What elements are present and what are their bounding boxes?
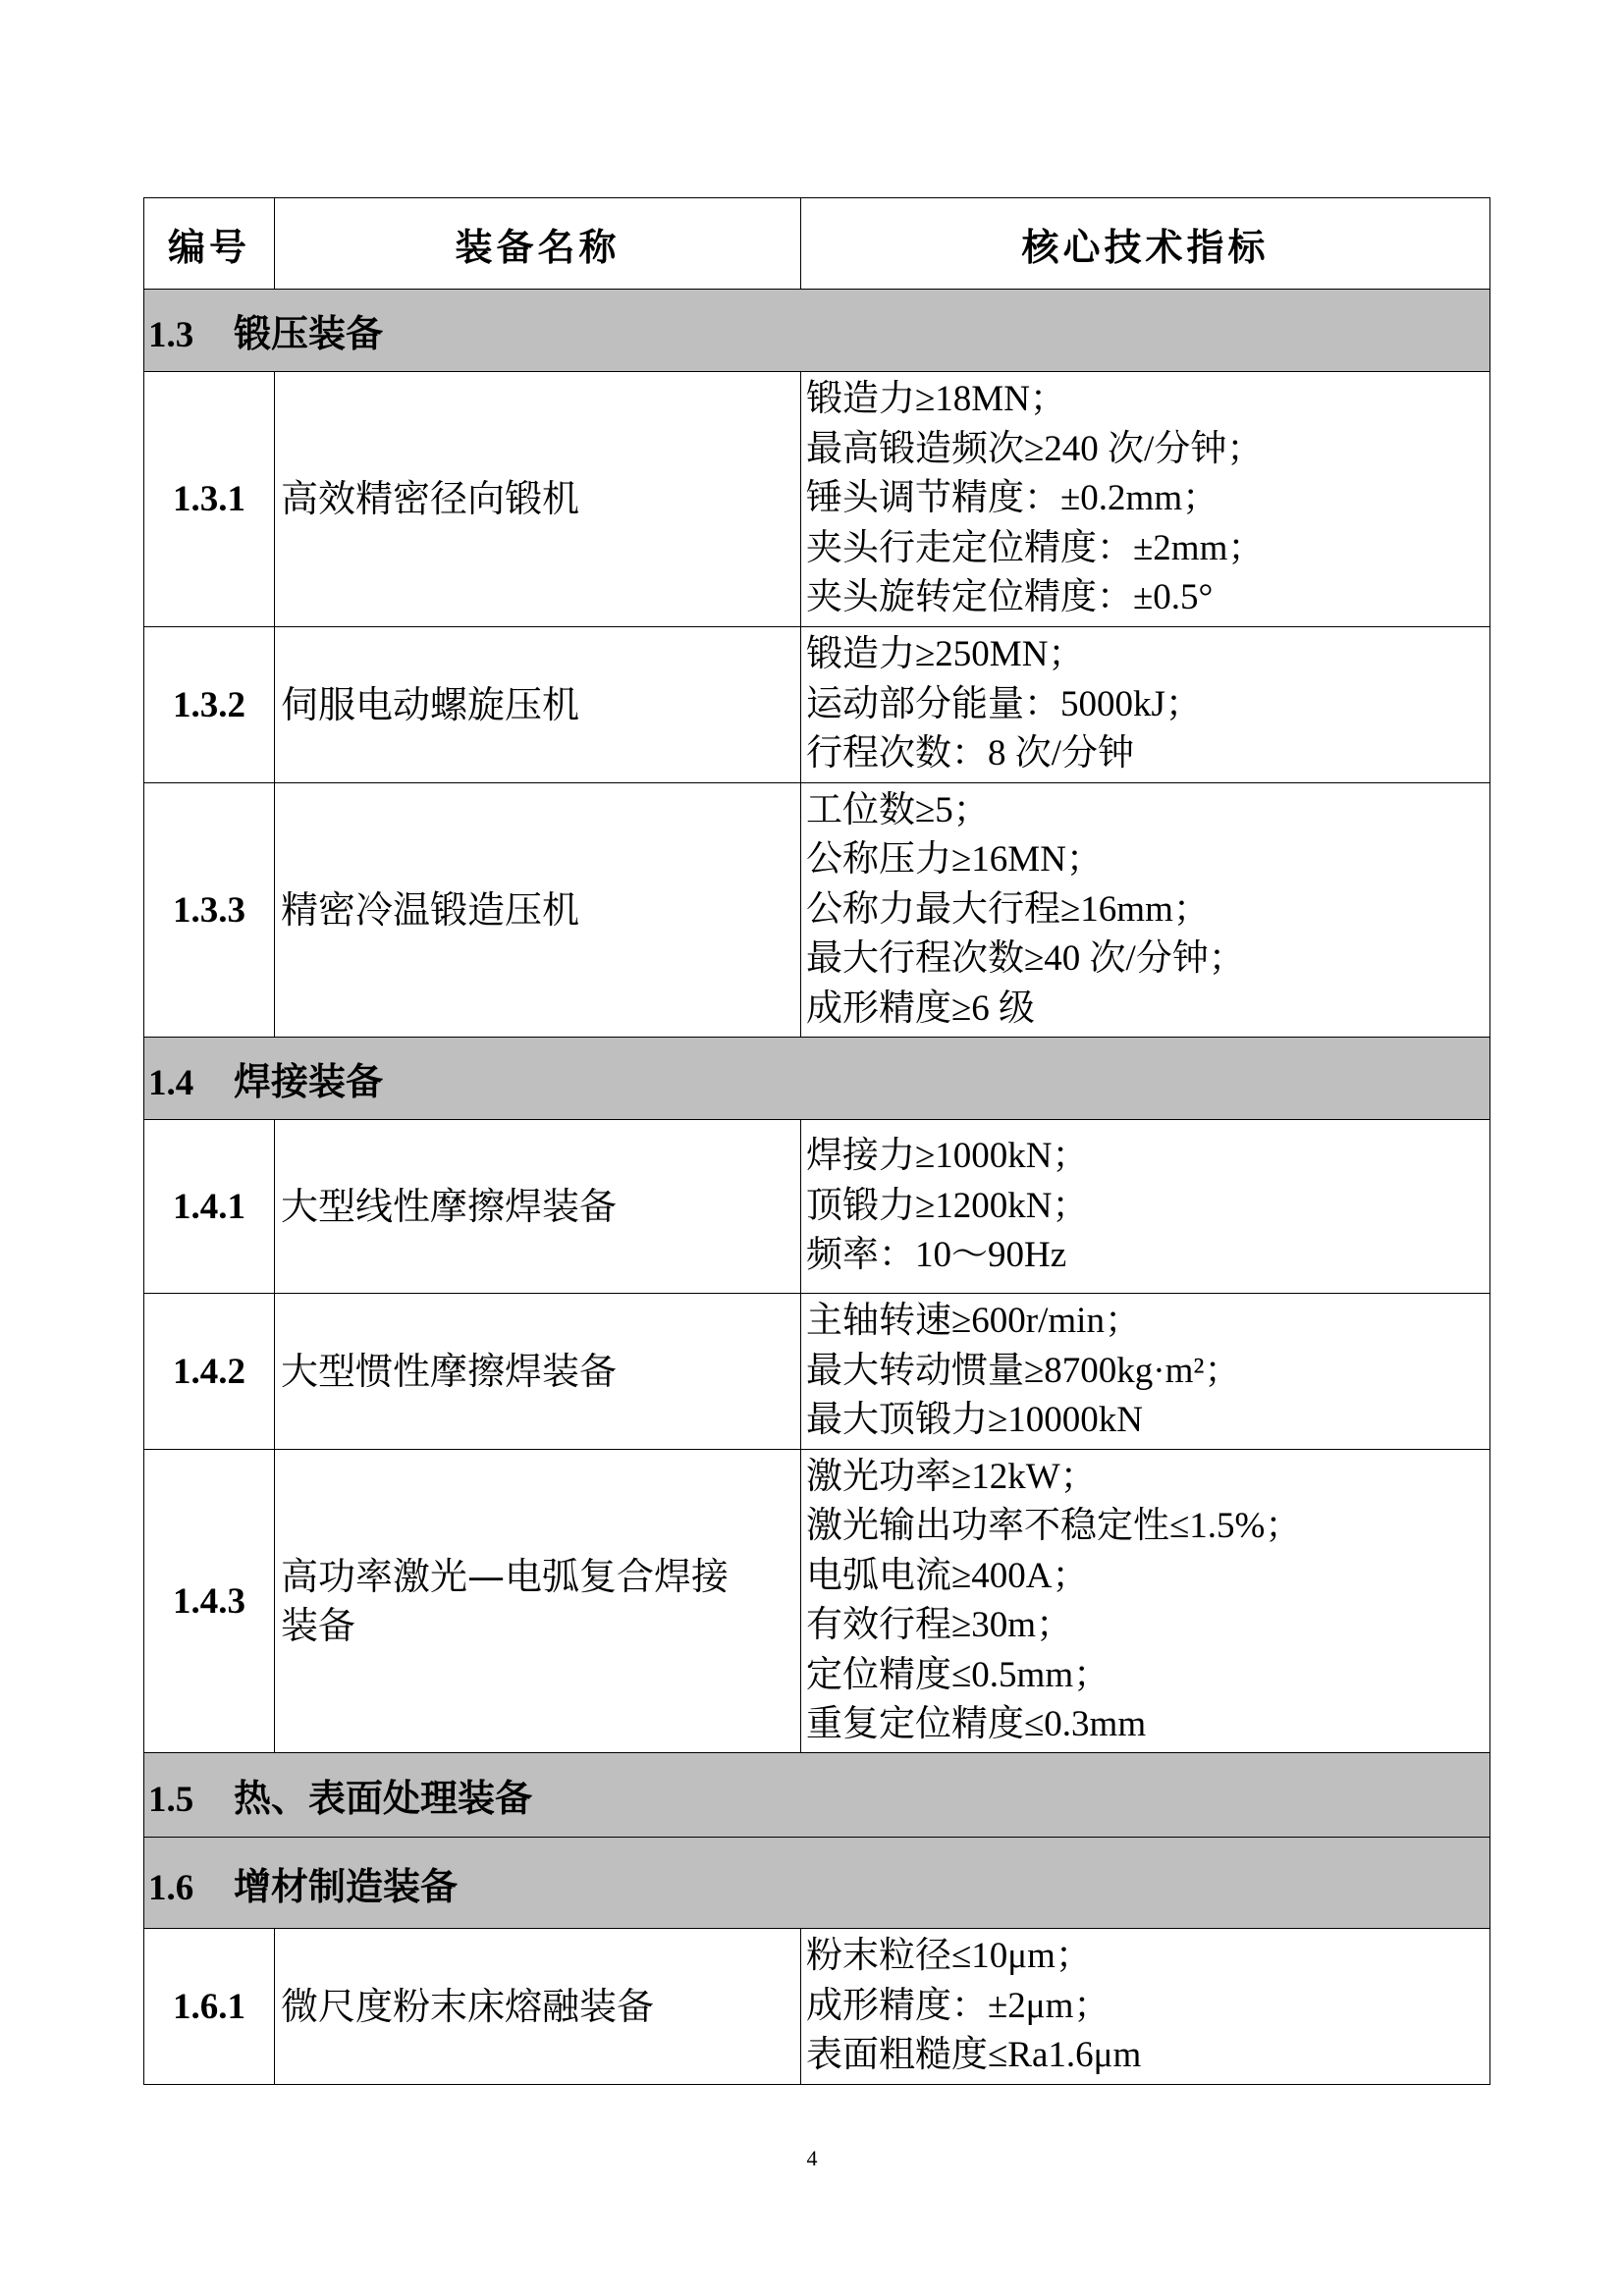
- spec-line: 焊接力≥1000kN；: [806, 1136, 1089, 1177]
- spec-line: 最大行程次数≥40 次/分钟；: [806, 938, 1245, 980]
- spec-line: 表面粗糙度≤Ra1.6μm: [806, 2035, 1142, 2076]
- spec-list: [801, 627, 1490, 783]
- spec-line: 激光功率≥12kW；: [806, 1456, 1097, 1497]
- spec-line: 公称力最大行程≥16mm；: [806, 888, 1210, 930]
- equipment-row-1-3-1: [144, 372, 1490, 627]
- section-cell: [144, 1038, 1490, 1120]
- spec-line: 电弧电流≥400A；: [806, 1555, 1089, 1596]
- section-title: 热、表面处理装备: [234, 1777, 533, 1820]
- equipment-row-1-4-1: [144, 1120, 1490, 1294]
- header-core-specs: 核心技术指标: [801, 198, 1490, 290]
- equipment-name: 高功率激光—电弧复合焊接 装备: [275, 1450, 801, 1753]
- table-header-row: [144, 198, 1490, 290]
- spec-line: 锻造力≥250MN；: [806, 634, 1085, 675]
- spec-line: 行程次数：8 次/分钟: [806, 733, 1135, 774]
- section-cell: [144, 290, 1490, 372]
- section-number: 1.6: [148, 1867, 194, 1908]
- section-title: 锻压装备: [234, 312, 384, 355]
- spec-line: 成形精度：±2μm；: [806, 1985, 1110, 2026]
- section-row-1-3: [144, 290, 1490, 372]
- spec-line: 最大转动惯量≥8700kg·m²；: [806, 1350, 1241, 1391]
- spec-line: 成形精度≥6 级: [806, 988, 1036, 1029]
- spec-list: [801, 783, 1490, 1038]
- spec-line: 公称压力≥16MN；: [806, 839, 1103, 881]
- section-row-1-6: [144, 1838, 1490, 1929]
- page-number: 4: [806, 2146, 818, 2170]
- section-title: 增材制造装备: [234, 1864, 459, 1908]
- spec-line: 有效行程≥30m；: [806, 1605, 1073, 1645]
- equipment-row-1-6-1: [144, 1929, 1490, 2085]
- equipment-name: 精密冷温锻造压机: [275, 783, 801, 1038]
- section-cell: [144, 1753, 1490, 1838]
- equipment-row-1-4-2: [144, 1294, 1490, 1450]
- equipment-name: 大型线性摩擦焊装备: [275, 1120, 801, 1294]
- spec-line: 粉末粒径≤10μm；: [806, 1936, 1092, 1977]
- spec-line: 定位精度≤0.5mm；: [806, 1654, 1110, 1695]
- spec-line: 频率：10～90Hz: [806, 1235, 1067, 1276]
- spec-line: 锤头调节精度：±0.2mm；: [806, 478, 1219, 519]
- spec-line: 激光输出功率不稳定性≤1.5%；: [806, 1506, 1302, 1546]
- equipment-number: 1.4.2: [144, 1294, 275, 1450]
- section-row-1-4: [144, 1038, 1490, 1120]
- spec-line: 锻造力≥18MN；: [806, 379, 1066, 420]
- equipment-row-1-3-3: [144, 783, 1490, 1038]
- spec-line: 最高锻造频次≥240 次/分钟；: [806, 428, 1264, 469]
- equipment-name: 微尺度粉末床熔融装备: [275, 1929, 801, 2085]
- spec-line: 最大顶锻力≥10000kN: [806, 1400, 1144, 1441]
- spec-line: 工位数≥5；: [806, 789, 990, 830]
- section-row-1-5: [144, 1753, 1490, 1838]
- equipment-number: 1.4.3: [144, 1450, 275, 1753]
- equipment-name: 大型惯性摩擦焊装备: [275, 1294, 801, 1450]
- header-equipment-name: 装备名称: [275, 198, 801, 290]
- section-title: 焊接装备: [234, 1060, 384, 1103]
- spec-line: 运动部分能量：5000kJ；: [806, 683, 1202, 724]
- spec-list: [801, 1450, 1490, 1753]
- equipment-number: 1.3.2: [144, 627, 275, 783]
- equipment-row-1-4-3: [144, 1450, 1490, 1753]
- header-number: 编号: [144, 198, 275, 290]
- spec-line: 重复定位精度≤0.3mm: [806, 1704, 1147, 1744]
- equipment-spec-table: [143, 197, 1490, 2085]
- equipment-number: 1.4.1: [144, 1120, 275, 1294]
- spec-list: [801, 372, 1490, 627]
- spec-list: [801, 1294, 1490, 1450]
- equipment-row-1-3-2: [144, 627, 1490, 783]
- spec-list: [801, 1120, 1490, 1294]
- spec-list: [801, 1929, 1490, 2085]
- spec-line: 夹头行走定位精度：±2mm；: [806, 527, 1265, 568]
- spec-line: 主轴转速≥600r/min；: [806, 1301, 1141, 1342]
- section-number: 1.4: [148, 1063, 194, 1103]
- section-cell: [144, 1838, 1490, 1929]
- equipment-number: 1.6.1: [144, 1929, 275, 2085]
- spec-line: 夹头旋转定位精度：±0.5°: [806, 577, 1214, 618]
- equipment-number: 1.3.1: [144, 372, 275, 627]
- equipment-name: 高效精密径向锻机: [275, 372, 801, 627]
- equipment-name: 伺服电动螺旋压机: [275, 627, 801, 783]
- section-number: 1.5: [148, 1780, 194, 1820]
- equipment-number: 1.3.3: [144, 783, 275, 1038]
- spec-line: 顶锻力≥1200kN；: [806, 1185, 1089, 1226]
- section-number: 1.3: [148, 315, 194, 355]
